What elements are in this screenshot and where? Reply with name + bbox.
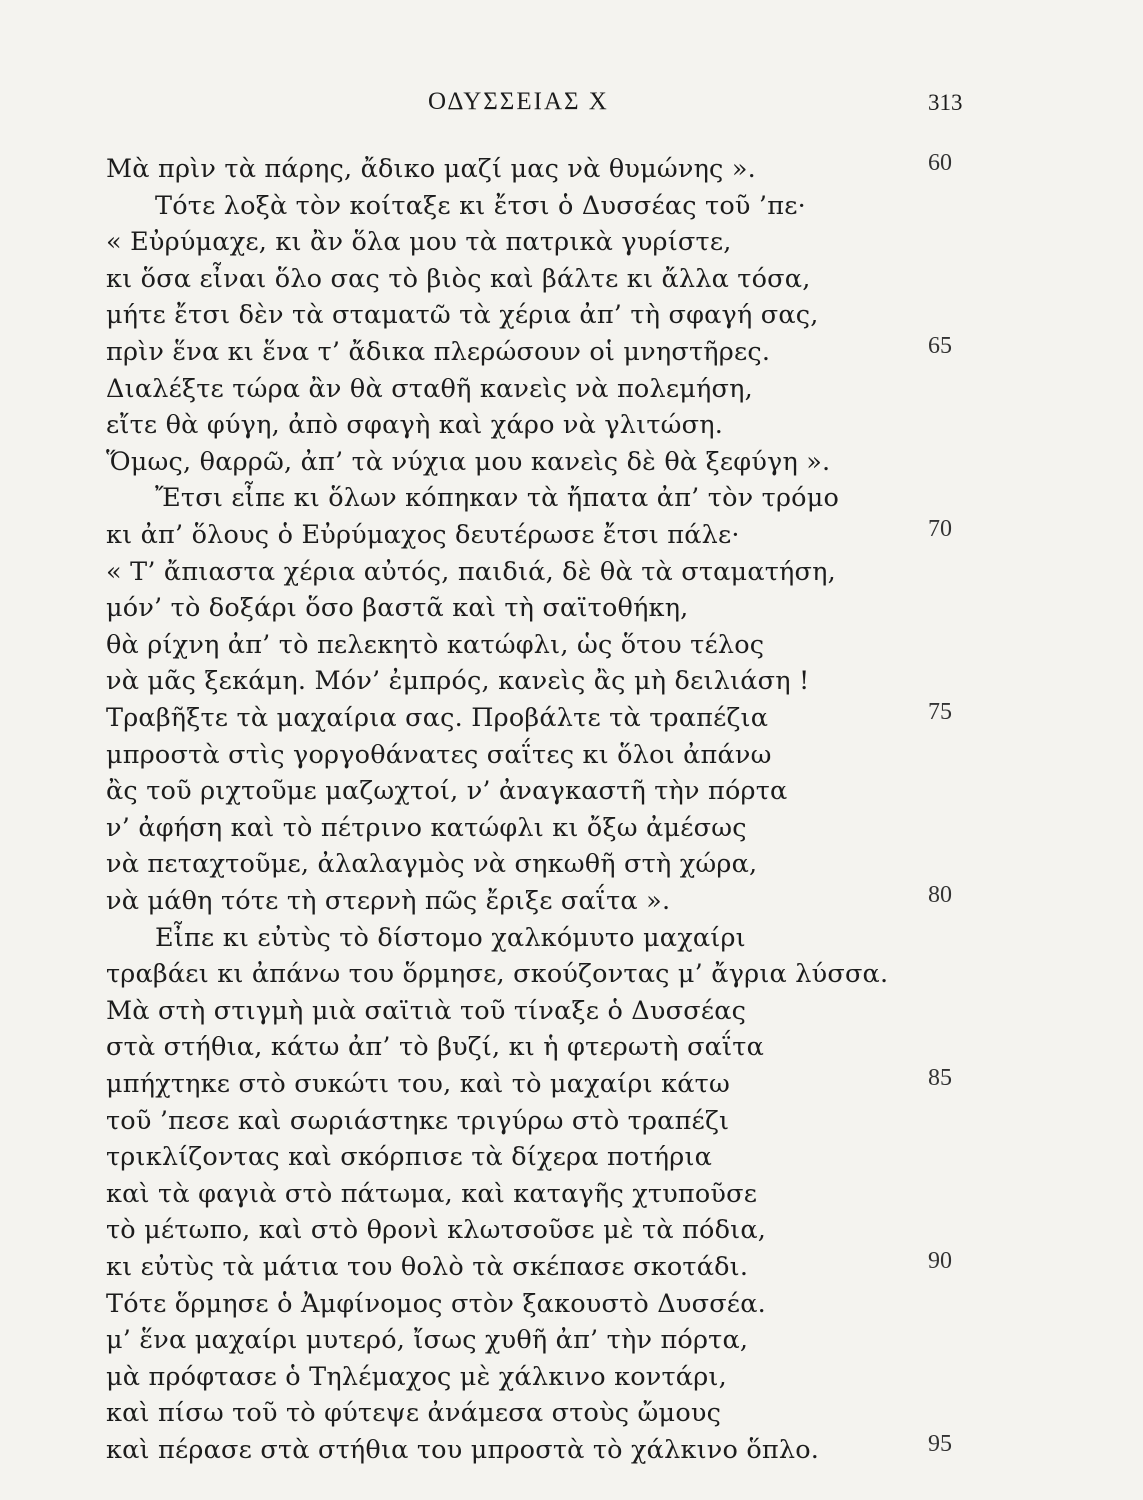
verse-text: κι εὐτὺς τὰ μάτια του θολὸ τὰ σκέπασε σκοτάδι. (106, 1252, 749, 1282)
verse-text: μπροστὰ στὶς γοργοθάνατες σαΐτες κι ὅλοι ἀπάνω (106, 739, 772, 770)
verse-text: νὰ μᾶς ξεκάμη. Μόν’ ἐμπρός, κανεὶς ἂς μὴ δειλιάση ! (106, 666, 810, 697)
verse-text: κι ἀπ’ ὅλους ὁ Εὐρύμαχος δευτέρωσε ἔτσι πάλε· (106, 520, 740, 550)
verse-line (0, 483, 1143, 523)
verse-line (0, 300, 1143, 340)
verse-text: μὰ πρόφτασε ὁ Τηλέμαχος μὲ χάλκινο κοντάρι, (106, 1361, 727, 1392)
verse-line (0, 557, 1143, 597)
verse-text: καὶ πίσω τοῦ τὸ φύτεψε ἀνάμεσα στοὺς ὤμους (106, 1398, 722, 1429)
verse-line (0, 374, 1143, 414)
verse-line (0, 1325, 1143, 1365)
verse-line (0, 1398, 1143, 1438)
verse-text: τρικλίζοντας καὶ σκόρπισε τὰ δίχερα ποτήρια (106, 1142, 713, 1173)
verse-line (0, 150, 1143, 194)
verse-line (0, 1431, 1143, 1475)
verse-line (0, 1106, 1143, 1146)
verse-line (0, 410, 1143, 450)
verse-line (0, 1032, 1143, 1072)
verse-line (0, 447, 1143, 487)
verse-line (0, 1215, 1143, 1255)
verse-line (0, 227, 1143, 267)
verse-text: Εἶπε κι εὐτὺς τὸ δίστομο χαλκόμυτο μαχαίρι (155, 922, 746, 953)
verse-line (0, 813, 1143, 853)
verse-text: μ’ ἕνα μαχαίρι μυτερό, ἴσως χυθῆ ἀπ’ τὴν πόρτα, (106, 1325, 749, 1356)
verse-line (0, 1142, 1143, 1182)
verse-line (0, 1179, 1143, 1219)
verse-text: Μὰ στὴ στιγμὴ μιὰ σαϊτιὰ τοῦ τίναξε ὁ Δυσσέας (106, 995, 747, 1026)
line-number: 80 (928, 882, 952, 908)
verse-text: Διαλέξτε τώρα ἂν θὰ σταθῆ κανεὶς νὰ πολεμήση, (106, 373, 753, 404)
line-number: 90 (928, 1248, 952, 1274)
verse-text: « Εὐρύμαχε, κι ἂν ὅλα μου τὰ πατρικὰ γυρίστε, (106, 227, 732, 258)
line-number: 65 (928, 333, 952, 359)
verse-line (0, 923, 1143, 963)
verse-text: πρὶν ἕνα κι ἕνα τ’ ἄδικα πλερώσουν οἱ μνηστῆρες. (106, 337, 771, 367)
verse-line (0, 191, 1143, 231)
line-number: 70 (928, 516, 952, 542)
verse-line (0, 849, 1143, 889)
verse-text: μόν’ τὸ δοξάρι ὅσο βαστᾶ καὶ τὴ σαϊτοθήκη, (106, 593, 689, 624)
verse-line (0, 1065, 1143, 1109)
verse-text: μπήχτηκε στὸ συκώτι του, καὶ τὸ μαχαίρι κάτω (106, 1069, 730, 1099)
verse-line (0, 699, 1143, 743)
verse-line (0, 666, 1143, 706)
line-number: 85 (928, 1065, 952, 1091)
verse-line (0, 882, 1143, 926)
verse-line (0, 996, 1143, 1036)
verse-text: τραβάει κι ἀπάνω του ὅρμησε, σκούζοντας μ’ ἄγρια λύσσα. (106, 959, 889, 990)
line-number: 75 (928, 699, 952, 725)
verse-text: Ἔτσι εἶπε κι ὅλων κόπηκαν τὰ ἤπατα ἀπ’ τὸν τρόμο (155, 483, 840, 514)
verse-text: μήτε ἔτσι δὲν τὰ σταματῶ τὰ χέρια ἀπ’ τὴ σφαγή σας, (106, 300, 819, 331)
verse-text: Τότε λοξὰ τὸν κοίταξε κι ἔτσι ὁ Δυσσέας τοῦ ’πε· (155, 190, 806, 221)
verse-line (0, 1289, 1143, 1329)
verse-line (0, 630, 1143, 670)
verse-text: Τότε ὅρμησε ὁ Ἀμφίνομος στὸν ξακουστὸ Δυσσέα. (106, 1288, 766, 1319)
verse-line (0, 1362, 1143, 1402)
verse-text: καὶ τὰ φαγιὰ στὸ πάτωμα, καὶ καταγῆς χτυποῦσε (106, 1178, 758, 1209)
verse-line (0, 776, 1143, 816)
verse-text: νὰ μάθη τότε τὴ στερνὴ πῶς ἔριξε σαΐτα ». (106, 886, 671, 916)
verse-text: νὰ πεταχτοῦμε, ἀλαλαγμὸς νὰ σηκωθῆ στὴ χώρα, (106, 849, 758, 880)
running-header (0, 88, 1143, 128)
verse-text: καὶ πέρασε στὰ στήθια του μπροστὰ τὸ χάλκινο ὅπλο. (106, 1435, 820, 1465)
verse-line (0, 264, 1143, 304)
verse-text: Τραβῆξτε τὰ μαχαίρια σας. Προβάλτε τὰ τραπέζια (106, 703, 769, 733)
verse-line (0, 740, 1143, 780)
verse-line (0, 333, 1143, 377)
verse-text: τοῦ ’πεσε καὶ σωριάστηκε τριγύρω στὸ τραπέζι (106, 1105, 730, 1136)
page-number: 313 (928, 90, 963, 115)
verse-text: Ὅμως, θαρρῶ, ἀπ’ τὰ νύχια μου κανεὶς δὲ θὰ ξεφύγη ». (106, 446, 831, 477)
verse-line (0, 516, 1143, 560)
line-number: 95 (928, 1431, 952, 1457)
verse-text: ν’ ἀφήση καὶ τὸ πέτρινο κατώφλι κι ὄξω ἀμέσως (106, 812, 747, 843)
verse-text: θὰ ρίχνη ἀπ’ τὸ πελεκητὸ κατώφλι, ὡς ὅτου τέλος (106, 629, 765, 660)
running-title: ΟΔΥΣΣΕΙΑΣ Χ (428, 88, 609, 115)
verse-text: στὰ στήθια, κάτω ἀπ’ τὸ βυζί, κι ἡ φτερωτὴ σαΐτα (106, 1032, 765, 1063)
line-number: 60 (928, 150, 952, 176)
verse-text: τὸ μέτωπο, καὶ στὸ θρονὶ κλωτσοῦσε μὲ τὰ πόδια, (106, 1215, 767, 1246)
verse-text: κι ὅσα εἶναι ὅλο σας τὸ βιὸς καὶ βάλτε κι ἄλλα τόσα, (106, 263, 811, 294)
verse-line (0, 593, 1143, 633)
verse-text: ἂς τοῦ ριχτοῦμε μαζωχτοί, ν’ ἀναγκαστῆ τὴν πόρτα (106, 776, 788, 807)
verse-line (0, 959, 1143, 999)
verse-text: Μὰ πρὶν τὰ πάρης, ἄδικο μαζί μας νὰ θυμώνης ». (106, 154, 756, 184)
verse-text: « Τ’ ἄπιαστα χέρια αὐτός, παιδιά, δὲ θὰ τὰ σταματήση, (106, 556, 836, 587)
verse-line (0, 1248, 1143, 1292)
verse-text: εἴτε θὰ φύγη, ἀπὸ σφαγὴ καὶ χάρο νὰ γλιτώση. (106, 410, 724, 441)
